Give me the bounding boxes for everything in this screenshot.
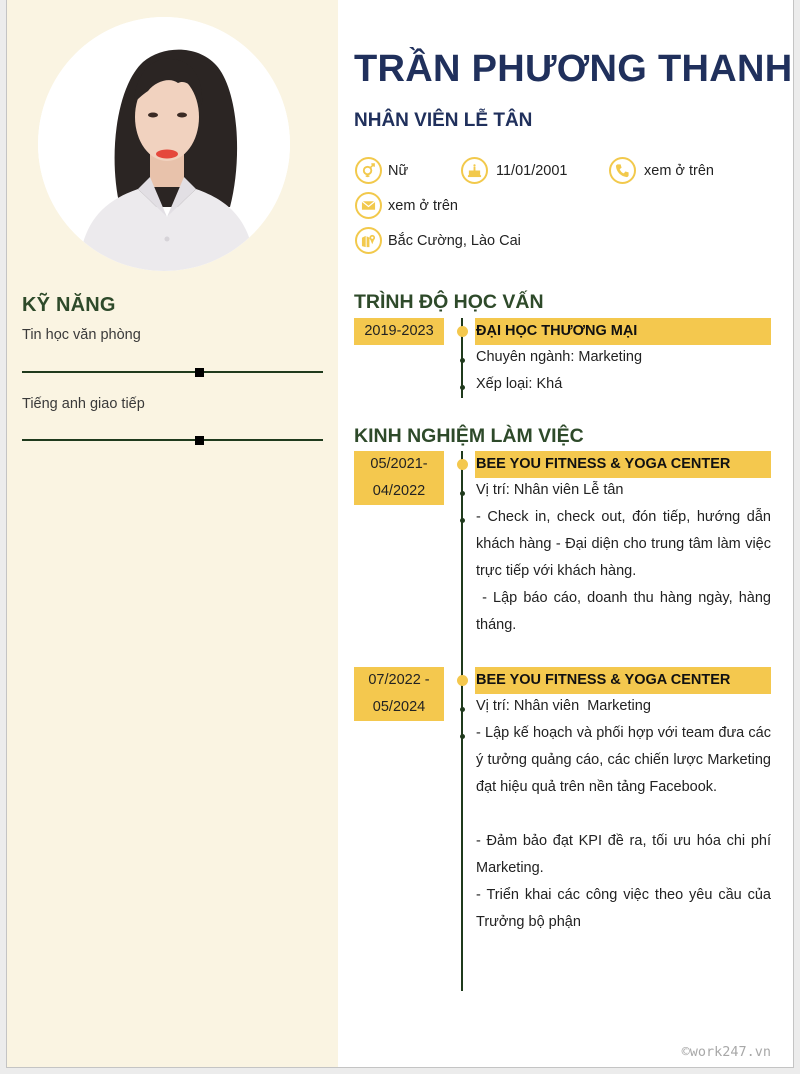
gender-value: Nữ <box>388 162 409 179</box>
contact-phone <box>609 157 714 184</box>
job-date-start: 07/2022 - <box>368 672 430 688</box>
education-heading: TRÌNH ĐỘ HỌC VẤN <box>354 291 544 313</box>
skill-level-bar <box>22 371 323 373</box>
skill-item <box>22 396 323 412</box>
experience-heading: KINH NGHIỆM LÀM VIỆC <box>354 425 584 447</box>
timeline-bullet <box>460 491 465 496</box>
timeline-bullet <box>460 518 465 523</box>
profile-photo <box>38 17 290 271</box>
timeline-dot <box>457 675 468 686</box>
gender-icon <box>355 157 382 184</box>
job-company: BEE YOU FITNESS & YOGA CENTER <box>475 667 771 694</box>
skill-label: Tiếng anh giao tiếp <box>22 396 145 412</box>
email-value: xem ở trên <box>388 197 458 214</box>
contact-gender <box>355 157 408 184</box>
timeline-bullet <box>460 734 465 739</box>
cv-page <box>6 0 794 1068</box>
phone-icon <box>609 157 636 184</box>
job-date-end: 05/2024 <box>372 699 426 715</box>
education-school: ĐẠI HỌC THƯƠNG MẠI <box>475 318 771 345</box>
education-grade: Xếp loại: Khá <box>476 376 563 392</box>
timeline-dot <box>457 459 468 470</box>
education-major: Chuyên ngành: Marketing <box>476 349 643 365</box>
portrait-illustration <box>38 17 290 271</box>
sidebar <box>7 0 338 1067</box>
timeline-bullet <box>460 358 465 363</box>
job-date-end: 04/2022 <box>372 483 426 499</box>
job-date <box>354 451 444 505</box>
skill-level-marker <box>195 368 204 377</box>
contact-address <box>355 227 521 254</box>
education-date: 2019-2023 <box>354 318 444 345</box>
job-date-start: 05/2021- <box>370 456 428 472</box>
job-description: - Lập kế hoạch và phối hợp với team đưa các ý tưởng quảng cáo, các chiến lược Marketing đạt hiệu quả trên nền tảng Facebook. <box>476 725 771 795</box>
candidate-name: TRẦN PHƯƠNG THANH <box>354 48 793 90</box>
skill-level-marker <box>195 436 204 445</box>
job-description: - Triển khai các công việc theo yêu cầu của Trưởng bộ phận <box>476 887 771 930</box>
phone-value: xem ở trên <box>644 162 714 179</box>
birthday-value: 11/01/2001 <box>496 162 568 179</box>
address-value: Bắc Cường, Lào Cai <box>388 232 521 249</box>
birthday-cake-icon <box>461 157 488 184</box>
skills-heading: KỸ NĂNG <box>22 294 116 316</box>
experience-timeline <box>461 451 463 991</box>
job-description: - Lập báo cáo, doanh thu hàng ngày, hàng tháng. <box>476 590 776 633</box>
job-position: Vị trí: Nhân viên Marketing <box>476 698 651 714</box>
job-description: - Check in, check out, đón tiếp, hướng dẫn khách hàng - Đại diện cho trung tâm làm việc trực tiếp với khách hàng. <box>476 509 771 579</box>
job-description: - Đảm bảo đạt KPI đề ra, tối ưu hóa chi phí Marketing. <box>476 833 771 876</box>
contact-birthday <box>461 157 568 184</box>
job-date <box>354 667 444 721</box>
envelope-icon <box>355 192 382 219</box>
watermark: ©work247.vn <box>681 1044 771 1060</box>
job-title: NHÂN VIÊN LỄ TÂN <box>354 110 533 131</box>
timeline-bullet <box>460 707 465 712</box>
job-position: Vị trí: Nhân viên Lễ tân <box>476 482 624 498</box>
job-company: BEE YOU FITNESS & YOGA CENTER <box>475 451 771 478</box>
contact-email <box>355 192 458 219</box>
skill-label: Tin học văn phòng <box>22 327 141 343</box>
timeline-dot <box>457 326 468 337</box>
skill-item <box>22 327 323 343</box>
timeline-bullet <box>460 385 465 390</box>
skill-level-bar <box>22 439 323 441</box>
map-pin-icon <box>355 227 382 254</box>
